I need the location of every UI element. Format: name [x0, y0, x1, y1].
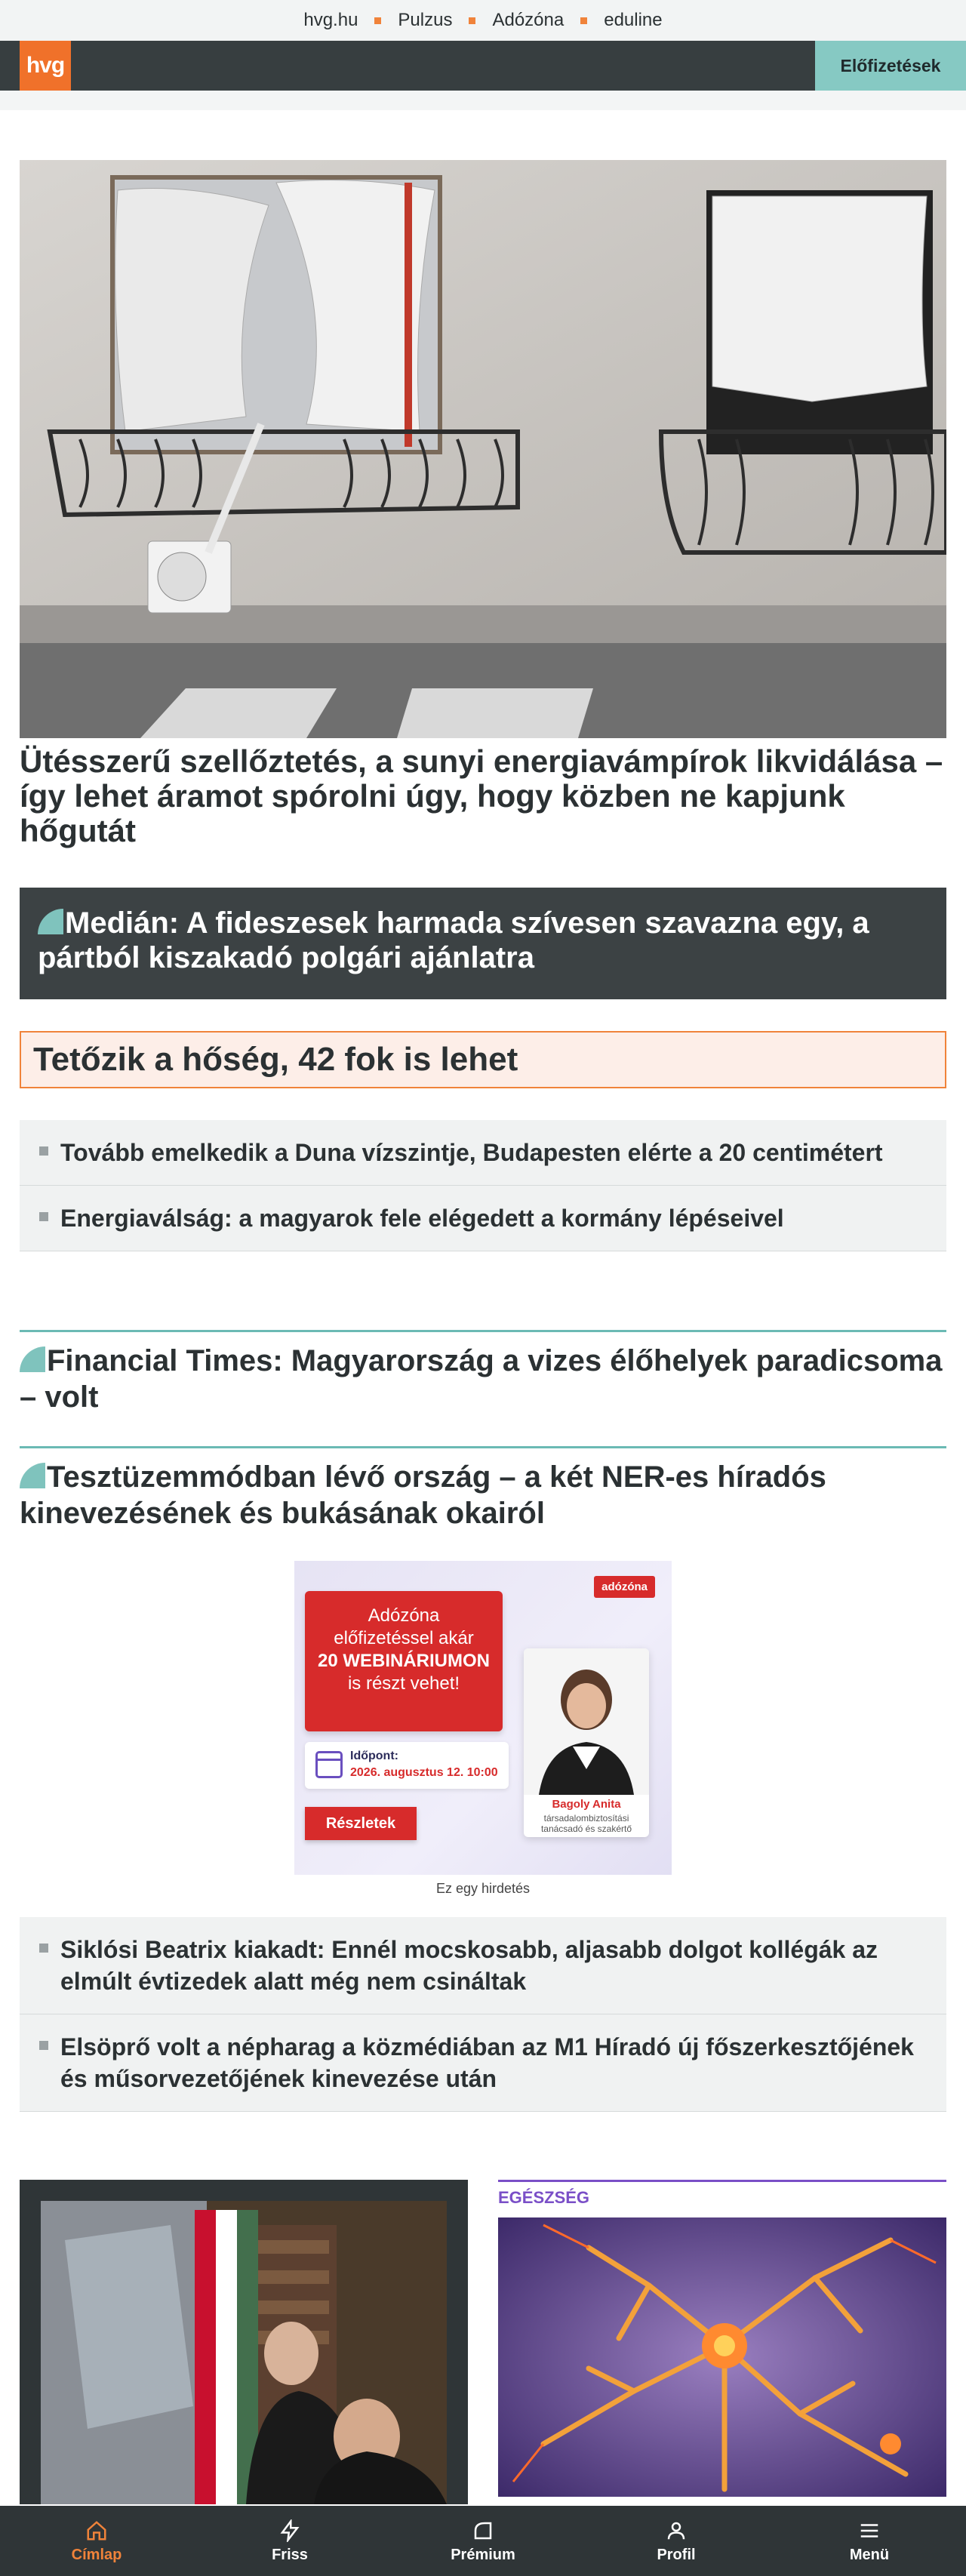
nav-label: Menü [849, 2547, 890, 2563]
ad-person-photo [524, 1648, 649, 1795]
neuron-illustration [498, 2217, 946, 2497]
story-title [20, 1343, 946, 1415]
advertisement[interactable] [294, 1561, 672, 1875]
premium-icon [20, 1346, 45, 1372]
ad-line: 20 WEBINÁRIUMON [317, 1651, 490, 1671]
ad-date-box [305, 1742, 509, 1789]
ad-caption: Ez egy hirdetés [435, 1881, 531, 1896]
separator-dot [469, 17, 475, 24]
highlight-story[interactable] [20, 1031, 946, 1088]
related-list [20, 1917, 946, 2112]
bullet-icon [39, 1146, 48, 1156]
separator-dot [580, 17, 587, 24]
calendar-icon [315, 1751, 343, 1778]
list-item-title: Energiaválság: a magyarok fele elégedett a kormány lépéseivel [60, 1205, 784, 1232]
network-link-adozona[interactable]: Adózóna [492, 10, 565, 30]
list-item[interactable] [20, 2014, 946, 2112]
premium-story-text: Medián: A fideszesek harmada szívesen szavazna egy, a pártból kiszakadó polgári ajánlatra [38, 906, 869, 974]
premium-story-title [38, 906, 928, 975]
bullet-icon [39, 1212, 48, 1221]
list-item[interactable] [20, 1917, 946, 2014]
nav-label: Prémium [451, 2547, 515, 2563]
premium-icon [20, 1463, 45, 1488]
menu-icon [858, 2518, 881, 2544]
list-item-title: Tovább emelkedik a Duna vízszintje, Budapesten elérte a 20 centimétert [60, 1139, 883, 1166]
category-label[interactable]: EGÉSZSÉG [498, 2180, 946, 2208]
user-icon [665, 2518, 688, 2544]
story-tesztuzem[interactable] [20, 1446, 946, 1531]
story-title-text: Financial Times: Magyarország a vizes élőhelyek paradicsoma – volt [20, 1344, 943, 1414]
nav-label: Profil [657, 2547, 696, 2563]
ad-date-label: Időpont: [350, 1750, 398, 1762]
story-title [20, 1459, 946, 1531]
ad-line: is részt vehet! [347, 1673, 460, 1694]
list-item-title: Siklósi Beatrix kiakadt: Ennél mocskosabb, aljasabb dolgot kollégák az elmúlt évtizedek alatt még nem csináltak [60, 1936, 878, 1995]
hero-title[interactable]: Ütésszerű szellőztetés, a sunyi energiavámpírok likvidálása – így lehet áramot spórolni úgy, hogy közben ne kapjunk hőgutát [20, 743, 943, 848]
nav-item-profil[interactable] [580, 2506, 773, 2576]
list-item[interactable] [20, 1186, 946, 1251]
ad-person-role: társadalombiztosítási tanácsadó és szakértő [540, 1813, 632, 1834]
story-card-left[interactable] [20, 2180, 468, 2504]
hvg-logo[interactable]: hvg [20, 41, 71, 91]
premium-icon [472, 2518, 494, 2544]
nav-item-cimlap[interactable] [0, 2506, 193, 2576]
nav-label: Friss [272, 2547, 308, 2563]
ad-date-value: 2026. augusztus 12. 10:00 [350, 1766, 498, 1779]
home-icon [85, 2518, 108, 2544]
nav-label: Címlap [71, 2547, 122, 2563]
separator-dot [374, 17, 381, 24]
story-financial-times[interactable] [20, 1330, 946, 1415]
lightning-icon [278, 2518, 301, 2544]
story-card-right-image[interactable] [498, 2217, 946, 2497]
story-card-left-photo [20, 2180, 468, 2504]
highlight-story-title: Tetőzik a hőség, 42 fok is lehet [33, 1041, 518, 1078]
related-list [20, 1120, 946, 1251]
nav-item-menu[interactable] [773, 2506, 966, 2576]
hero-image[interactable] [20, 160, 946, 738]
ad-headline-box [305, 1591, 503, 1731]
premium-icon [38, 909, 63, 934]
hero-photo-illustration [20, 160, 946, 738]
network-link-eduline[interactable]: eduline [604, 10, 663, 30]
header-spacer [0, 91, 966, 160]
nav-item-premium[interactable] [386, 2506, 580, 2576]
network-link-pulzus[interactable]: Pulzus [398, 10, 453, 30]
ad-logo: adózóna [594, 1576, 655, 1598]
ad-line: Adózóna [368, 1605, 440, 1626]
bullet-icon [39, 2041, 48, 2050]
ad-person-card [524, 1648, 649, 1837]
network-bar [0, 0, 966, 41]
subscribe-button[interactable]: Előfizetések [815, 41, 966, 91]
ad-details-button[interactable]: Részletek [305, 1807, 417, 1840]
premium-story[interactable] [20, 888, 946, 999]
ad-person-name: Bagoly Anita [552, 1798, 621, 1811]
list-item-title: Elsöprő volt a népharag a közmédiában az M1 Híradó új főszerkesztőjének és műsorvezetőjének kinevezése után [60, 2033, 914, 2092]
bullet-icon [39, 1944, 48, 1953]
story-title-text: Tesztüzemmódban lévő ország – a két NER-es híradós kinevezésének és bukásának okairól [20, 1460, 826, 1530]
bottom-navigation [0, 2506, 966, 2576]
ad-line: előfizetéssel akár [334, 1628, 474, 1648]
list-item[interactable] [20, 1120, 946, 1186]
network-link-hvg[interactable]: hvg.hu [303, 10, 358, 30]
nav-item-friss[interactable] [193, 2506, 386, 2576]
site-header [0, 41, 966, 91]
